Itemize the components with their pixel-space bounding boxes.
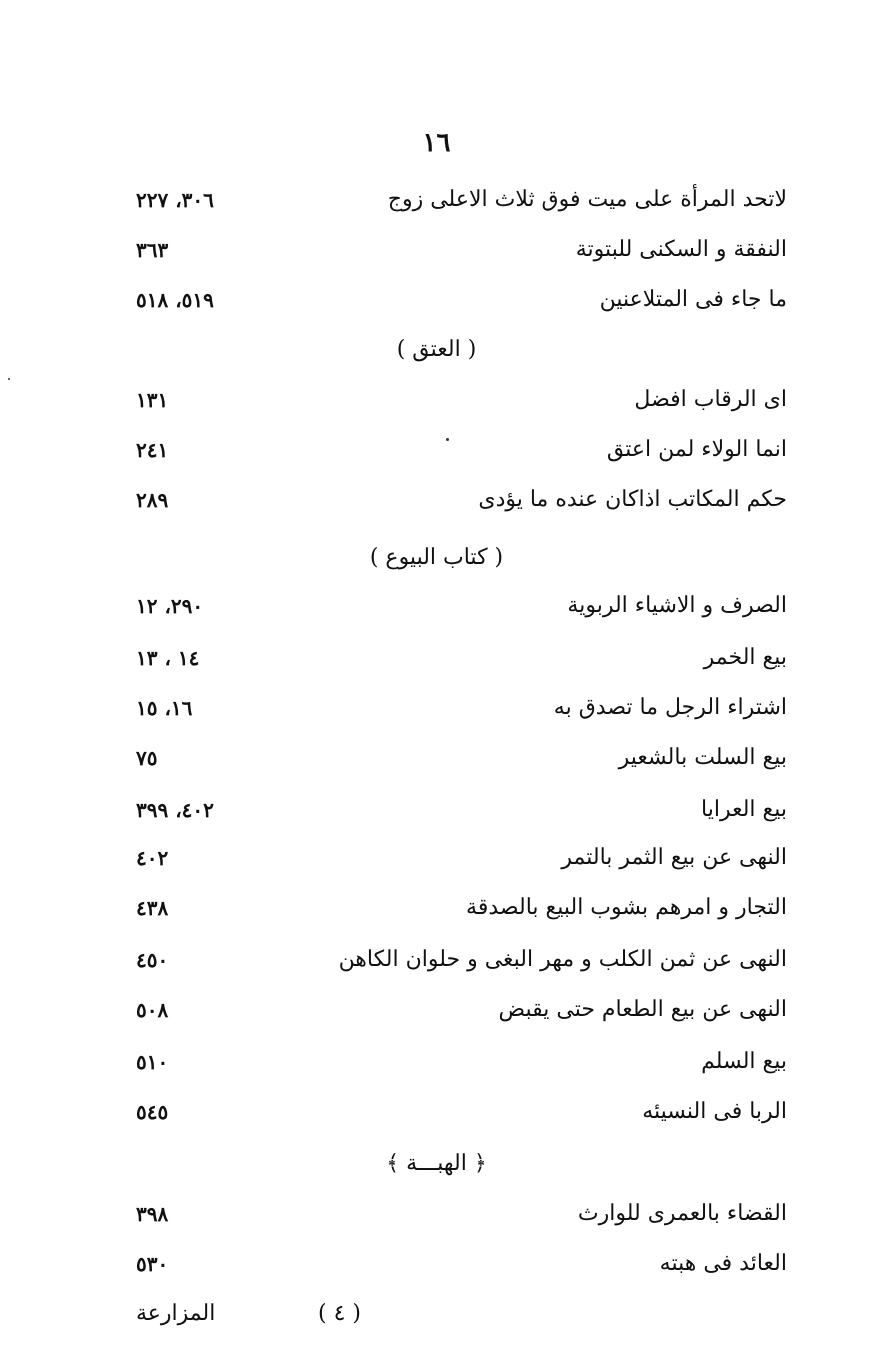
section-heading-label: ( العتق ) [396,337,477,362]
index-entry [0,180,873,220]
entry-title: حكم المكاتب اذاكان عنده ما يؤدى [478,487,787,512]
entry-pages: ٤٠٢، ٣٩٩ [136,798,214,822]
entry-pages: ٢٤١ [136,438,169,462]
entry-pages: ٤٥٠ [136,948,169,972]
ink-speck [8,378,10,380]
entry-title: اشتراء الرجل ما تصدق به [553,695,787,720]
index-entry [0,480,873,520]
entry-pages: ١٦، ١٥ [136,696,193,720]
entry-title: بيع العرايا [701,797,787,822]
entry-title: اى الرقاب افضل [634,387,787,412]
index-entry [0,990,873,1030]
entry-pages: ٥١٩، ٥١٨ [136,288,214,312]
entry-title: النهى عن بيع الطعام حتى يقبض [498,997,787,1022]
section-heading-manumission [0,330,873,370]
entry-title: النهى عن بيع الثمر بالتمر [561,845,787,870]
entry-pages: ٤٣٨ [136,896,169,920]
index-entry [0,1244,873,1284]
entry-pages: ٣٠٦، ٢٢٧ [136,188,214,212]
catchword: المزارعة [136,1301,216,1326]
entry-pages: ٣٦٣ [136,238,169,262]
entry-pages: ٤٠٢ [136,846,169,870]
index-entry [0,230,873,270]
entry-pages: ٢٩٠، ١٢ [136,594,204,618]
ink-speck [446,438,449,441]
entry-title: بيع الخمر [703,645,787,670]
entry-pages: ١٣١ [136,388,169,412]
entry-title: ما جاء فى المتلاعنين [599,287,787,312]
entry-pages: ٥٤٥ [136,1100,169,1124]
index-entry [0,688,873,728]
entry-pages: ٥٠٨ [136,998,169,1022]
entry-title: لاتحد المرأة على ميت فوق ثلاث الاعلى زوج [387,187,787,212]
entry-title: الصرف و الاشياء الربوية [567,593,787,618]
index-entry [0,1194,873,1234]
section-heading-sales [0,538,873,578]
entry-title: بيع السلم [701,1049,787,1074]
entry-title: النهى عن ثمن الكلب و مهر البغى و حلوان الكاهن [338,947,787,972]
entry-title: النفقة و السكنى للبتوتة [575,237,787,262]
section-heading-gifts [0,1144,873,1184]
entry-title: القضاء بالعمرى للوارث [577,1201,787,1226]
entry-title: العائد فى هبته [659,1251,787,1276]
index-entry [0,838,873,878]
entry-pages: ٥١٠ [136,1050,169,1074]
index-entry [0,586,873,626]
section-heading-label: ( كتاب البيوع ) [369,545,504,570]
entry-title: الربا فى النسيئه [642,1099,787,1124]
entry-title: انما الولاء لمن اعتق [606,437,787,462]
index-entry [0,790,873,830]
index-entry [0,888,873,928]
index-entry [0,940,873,980]
index-entry [0,280,873,320]
index-entry [0,380,873,420]
index-entry [0,1092,873,1132]
entry-pages: ٢٨٩ [136,488,169,512]
index-entry [0,738,873,778]
section-heading-label: ﴿ الهبـــة ﴾ [386,1151,487,1176]
index-entry [0,638,873,678]
entry-title: التجار و امرهم بشوب البيع بالصدقة [466,895,787,920]
entry-pages: ٣٩٨ [136,1202,169,1226]
entry-pages: ٥٣٠ [136,1252,169,1276]
index-entry [0,1042,873,1082]
page-number: ١٦ [422,128,451,158]
index-entry [0,430,873,470]
entry-title: بيع السلت بالشعير [618,745,787,770]
entry-pages: ٧٥ [136,746,158,770]
entry-pages: ١٤ ، ١٣ [136,646,200,670]
signature-mark: ( ٤ ) [318,1301,361,1326]
